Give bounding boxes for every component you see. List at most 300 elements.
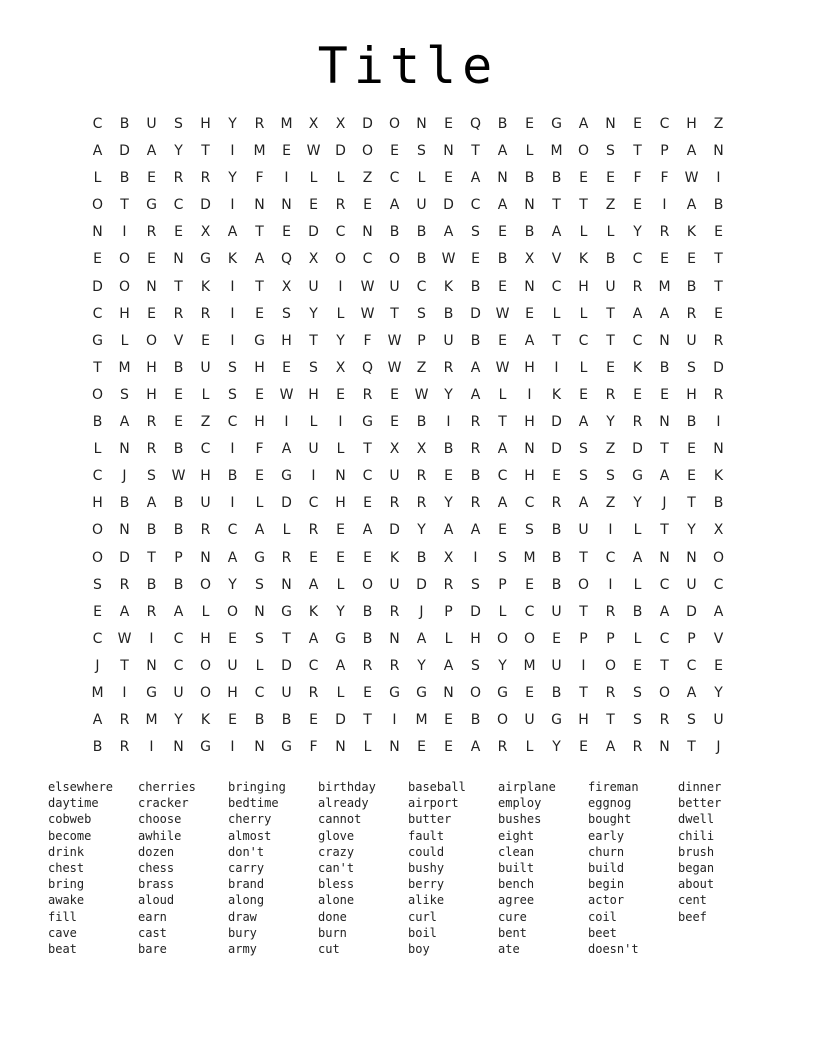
- grid-letter: I: [122, 684, 127, 701]
- grid-letter: B: [281, 712, 292, 729]
- word-list-item: curl: [408, 909, 437, 924]
- grid-letter: P: [687, 630, 696, 647]
- word-list-item: army: [228, 941, 257, 956]
- word-list-item: awake: [48, 893, 85, 908]
- grid-letter: E: [714, 224, 723, 241]
- grid-letter: U: [686, 332, 697, 349]
- grid-letter: O: [523, 630, 536, 647]
- grid-letter: D: [713, 359, 724, 376]
- grid-letter: X: [281, 278, 292, 295]
- grid-letter: R: [308, 684, 319, 701]
- grid-letter: E: [525, 684, 534, 701]
- grid-letter: G: [389, 684, 400, 701]
- grid-letter: T: [471, 143, 480, 160]
- grid-letter: B: [497, 251, 508, 268]
- grid-letter: E: [498, 224, 507, 241]
- grid-letter: Y: [174, 143, 183, 160]
- grid-letter: R: [146, 414, 157, 431]
- grid-letter: E: [498, 522, 507, 539]
- grid-letter: G: [551, 712, 562, 729]
- grid-letter: I: [716, 170, 721, 187]
- grid-letter: X: [713, 522, 724, 539]
- grid-letter: L: [579, 305, 588, 322]
- grid-letter: B: [254, 712, 265, 729]
- grid-letter: T: [282, 630, 291, 647]
- grid-letter: C: [497, 468, 508, 485]
- grid-letter: O: [91, 386, 104, 403]
- grid-letter: A: [443, 224, 454, 241]
- grid-letter: E: [174, 386, 183, 403]
- grid-letter: D: [443, 197, 454, 214]
- grid-letter: H: [524, 414, 535, 431]
- grid-letter: U: [524, 712, 535, 729]
- grid-letter: B: [713, 197, 724, 214]
- grid-letter: D: [632, 441, 643, 458]
- grid-letter: E: [336, 549, 345, 566]
- grid-letter: B: [605, 251, 616, 268]
- grid-letter: L: [444, 630, 453, 647]
- grid-letter: R: [470, 441, 481, 458]
- grid-letter: G: [281, 603, 292, 620]
- grid-letter: E: [687, 251, 696, 268]
- grid-letter: U: [551, 603, 562, 620]
- word-list-item: cherries: [138, 780, 196, 794]
- word-list-item: daytime: [48, 796, 99, 811]
- grid-letter: C: [92, 116, 103, 132]
- grid-letter: O: [388, 116, 401, 132]
- word-list-item: bent: [498, 925, 527, 940]
- grid-letter: K: [200, 278, 211, 295]
- word-list-item: awhile: [138, 828, 182, 843]
- grid-letter: L: [120, 332, 129, 349]
- word-list-item: brass: [138, 877, 175, 892]
- grid-letter: B: [173, 441, 184, 458]
- grid-letter: R: [443, 359, 454, 376]
- grid-letter: H: [254, 359, 265, 376]
- grid-letter: R: [470, 414, 481, 431]
- grid-letter: S: [255, 630, 264, 647]
- grid-letter: E: [525, 116, 534, 132]
- word-list-item: choose: [138, 812, 182, 827]
- grid-letter: Y: [444, 495, 453, 512]
- grid-letter: W: [279, 386, 294, 403]
- word-list-item: fault: [408, 828, 445, 843]
- grid-letter: X: [524, 251, 535, 268]
- grid-letter: U: [173, 684, 184, 701]
- grid-letter: C: [632, 332, 643, 349]
- grid-letter: L: [417, 170, 426, 187]
- grid-letter: B: [173, 495, 184, 512]
- grid-letter: N: [173, 739, 184, 756]
- grid-letter: U: [443, 332, 454, 349]
- grid-letter: C: [173, 197, 184, 214]
- grid-letter: A: [686, 684, 697, 701]
- grid-letter: C: [659, 630, 670, 647]
- grid-letter: T: [498, 414, 507, 431]
- grid-letter: A: [119, 603, 130, 620]
- grid-letter: E: [174, 414, 183, 431]
- grid-letter: O: [145, 332, 158, 349]
- word-list-item: elsewhere: [48, 780, 114, 794]
- grid-letter: O: [496, 712, 509, 729]
- grid-letter: X: [443, 549, 454, 566]
- grid-letter: C: [254, 684, 265, 701]
- grid-letter: Z: [362, 170, 373, 187]
- grid-letter: H: [146, 359, 157, 376]
- grid-letter: T: [579, 549, 588, 566]
- grid-letter: R: [713, 386, 724, 403]
- grid-letter: N: [254, 603, 265, 620]
- grid-letter: M: [523, 549, 536, 566]
- grid-letter: A: [686, 197, 697, 214]
- word-list-item: employ: [498, 796, 542, 811]
- grid-letter: R: [632, 739, 643, 756]
- grid-letter: I: [392, 712, 397, 729]
- grid-letter: E: [174, 224, 183, 241]
- grid-letter: S: [417, 143, 426, 160]
- grid-letter: H: [308, 386, 319, 403]
- grid-letter: A: [254, 251, 265, 268]
- grid-letter: Q: [469, 116, 482, 132]
- grid-letter: N: [119, 522, 130, 539]
- grid-letter: B: [362, 603, 373, 620]
- grid-letter: R: [605, 386, 616, 403]
- grid-letter: C: [362, 468, 373, 485]
- grid-letter: B: [173, 359, 184, 376]
- word-list-item: drink: [48, 844, 85, 859]
- grid-letter: L: [363, 739, 372, 756]
- grid-letter: E: [633, 197, 642, 214]
- grid-letter: Y: [687, 522, 696, 539]
- grid-letter: A: [659, 468, 670, 485]
- grid-letter: O: [712, 549, 725, 566]
- grid-letter: L: [498, 603, 507, 620]
- grid-letter: S: [471, 224, 480, 241]
- word-list-item: actor: [588, 893, 625, 908]
- grid-letter: A: [578, 116, 589, 132]
- grid-letter: R: [173, 170, 184, 187]
- grid-letter: A: [551, 224, 562, 241]
- grid-letter: D: [416, 576, 427, 593]
- grid-letter: I: [581, 657, 586, 674]
- grid-letter: K: [632, 359, 643, 376]
- grid-letter: D: [92, 278, 103, 295]
- grid-letter: K: [578, 251, 589, 268]
- grid-letter: A: [308, 630, 319, 647]
- grid-letter: I: [554, 359, 559, 376]
- grid-letter: C: [227, 414, 238, 431]
- grid-letter: W: [441, 251, 456, 268]
- grid-letter: G: [200, 251, 211, 268]
- grid-letter: Y: [498, 657, 507, 674]
- grid-letter: C: [605, 549, 616, 566]
- word-list-item: cherry: [228, 812, 272, 827]
- grid-letter: N: [254, 197, 265, 214]
- grid-letter: E: [282, 224, 291, 241]
- grid-letter: U: [551, 657, 562, 674]
- grid-letter: E: [147, 305, 156, 322]
- grid-letter: T: [606, 712, 615, 729]
- grid-letter: B: [173, 576, 184, 593]
- grid-letter: H: [200, 630, 211, 647]
- grid-letter: N: [362, 224, 373, 241]
- grid-letter: T: [687, 739, 696, 756]
- grid-letter: B: [443, 305, 454, 322]
- grid-letter: N: [281, 576, 292, 593]
- word-list-item: dozen: [138, 844, 175, 859]
- word-list-item: bushy: [408, 860, 445, 875]
- grid-letter: I: [284, 170, 289, 187]
- grid-letter: K: [200, 712, 211, 729]
- grid-letter: A: [632, 549, 643, 566]
- grid-letter: Z: [605, 441, 616, 458]
- grid-letter: H: [119, 305, 130, 322]
- word-list-item: birthday: [318, 780, 376, 794]
- grid-letter: U: [389, 278, 400, 295]
- grid-letter: T: [363, 712, 372, 729]
- grid-letter: T: [255, 278, 264, 295]
- grid-letter: T: [255, 224, 264, 241]
- word-list-item: brush: [678, 844, 715, 859]
- grid-letter: U: [713, 712, 724, 729]
- grid-letter: U: [416, 197, 427, 214]
- grid-letter: R: [362, 386, 373, 403]
- grid-letter: O: [91, 522, 104, 539]
- grid-letter: D: [470, 305, 481, 322]
- grid-letter: A: [470, 522, 481, 539]
- grid-letter: I: [230, 278, 235, 295]
- word-list-item: baseball: [408, 780, 466, 794]
- grid-letter: N: [389, 739, 400, 756]
- grid-letter: T: [660, 657, 669, 674]
- word-list-item: aloud: [138, 893, 175, 908]
- word-list-item: butter: [408, 812, 452, 827]
- grid-letter: T: [687, 495, 696, 512]
- grid-letter: P: [417, 332, 426, 349]
- grid-letter: D: [335, 712, 346, 729]
- grid-letter: S: [606, 143, 615, 160]
- grid-letter: C: [686, 657, 697, 674]
- grid-letter: E: [390, 386, 399, 403]
- grid-letter: R: [119, 712, 130, 729]
- grid-letter: E: [201, 332, 210, 349]
- word-list-item: bringing: [228, 780, 286, 794]
- grid-letter: M: [118, 359, 131, 376]
- grid-letter: G: [281, 468, 292, 485]
- grid-letter: R: [713, 332, 724, 349]
- grid-letter: Q: [280, 251, 293, 268]
- grid-letter: N: [119, 441, 130, 458]
- grid-letter: A: [470, 386, 481, 403]
- grid-letter: E: [444, 468, 453, 485]
- grid-letter: S: [687, 359, 696, 376]
- grid-letter: N: [146, 657, 157, 674]
- grid-letter: R: [497, 739, 508, 756]
- word-list-item: cast: [138, 925, 167, 940]
- grid-letter: N: [173, 251, 184, 268]
- grid-letter: C: [524, 603, 535, 620]
- word-list-item: agree: [498, 893, 535, 908]
- grid-letter: R: [389, 657, 400, 674]
- grid-letter: U: [281, 684, 292, 701]
- grid-letter: A: [119, 414, 130, 431]
- grid-letter: B: [524, 170, 535, 187]
- grid-letter: T: [606, 332, 615, 349]
- grid-letter: C: [524, 495, 535, 512]
- grid-letter: A: [308, 576, 319, 593]
- grid-letter: H: [686, 386, 697, 403]
- grid-letter: I: [149, 739, 154, 756]
- grid-letter: G: [497, 684, 508, 701]
- grid-letter: U: [308, 278, 319, 295]
- grid-letter: N: [389, 630, 400, 647]
- grid-letter: A: [497, 441, 508, 458]
- grid-letter: I: [446, 414, 451, 431]
- grid-letter: C: [335, 224, 346, 241]
- word-list-item: eggnog: [588, 796, 632, 811]
- grid-letter: T: [579, 197, 588, 214]
- grid-letter: G: [254, 332, 265, 349]
- grid-letter: R: [281, 549, 292, 566]
- grid-letter: S: [471, 657, 480, 674]
- grid-letter: G: [632, 468, 643, 485]
- grid-letter: L: [336, 576, 345, 593]
- grid-letter: A: [713, 603, 724, 620]
- grid-letter: T: [660, 441, 669, 458]
- grid-letter: I: [716, 414, 721, 431]
- grid-letter: A: [443, 657, 454, 674]
- grid-letter: D: [119, 143, 130, 160]
- word-list-item: chest: [48, 860, 85, 875]
- grid-letter: E: [498, 332, 507, 349]
- grid-letter: N: [713, 441, 724, 458]
- word-list-item: boil: [408, 925, 437, 940]
- grid-letter: Y: [417, 522, 426, 539]
- grid-letter: R: [659, 224, 670, 241]
- grid-letter: R: [605, 603, 616, 620]
- grid-letter: H: [227, 684, 238, 701]
- grid-letter: O: [496, 630, 509, 647]
- grid-letter: F: [255, 170, 264, 187]
- word-list-item: already: [318, 796, 369, 811]
- grid-letter: A: [578, 495, 589, 512]
- grid-letter: I: [284, 414, 289, 431]
- grid-letter: E: [444, 712, 453, 729]
- grid-letter: D: [308, 224, 319, 241]
- grid-letter: D: [335, 143, 346, 160]
- grid-letter: E: [228, 712, 237, 729]
- grid-letter: U: [227, 657, 238, 674]
- grid-letter: R: [119, 576, 130, 593]
- grid-letter: E: [525, 576, 534, 593]
- grid-letter: E: [282, 359, 291, 376]
- grid-letter: H: [470, 630, 481, 647]
- grid-letter: N: [524, 441, 535, 458]
- grid-letter: R: [146, 603, 157, 620]
- word-list-item: alike: [408, 893, 445, 908]
- grid-letter: B: [119, 495, 130, 512]
- grid-letter: B: [416, 251, 427, 268]
- grid-letter: T: [714, 278, 723, 295]
- grid-letter: O: [199, 576, 212, 593]
- grid-letter: I: [230, 197, 235, 214]
- page-title: Title: [317, 37, 499, 95]
- word-list-item: begin: [588, 877, 625, 892]
- grid-letter: N: [335, 468, 346, 485]
- grid-letter: M: [523, 657, 536, 674]
- grid-letter: N: [605, 116, 616, 132]
- word-list-item: carry: [228, 860, 265, 875]
- grid-letter: Z: [605, 495, 616, 512]
- grid-letter: T: [552, 332, 561, 349]
- grid-letter: A: [389, 197, 400, 214]
- grid-letter: N: [659, 739, 670, 756]
- word-list-item: beet: [588, 925, 617, 940]
- grid-letter: E: [93, 251, 102, 268]
- grid-letter: L: [201, 603, 210, 620]
- grid-letter: B: [146, 522, 157, 539]
- grid-letter: A: [659, 603, 670, 620]
- grid-letter: C: [92, 468, 103, 485]
- grid-letter: W: [360, 305, 375, 322]
- grid-letter: G: [92, 332, 103, 349]
- grid-letter: A: [227, 224, 238, 241]
- grid-letter: T: [390, 305, 399, 322]
- word-list-item: bench: [498, 877, 535, 892]
- grid-letter: E: [714, 305, 723, 322]
- grid-letter: N: [416, 116, 427, 132]
- grid-letter: Z: [605, 197, 616, 214]
- grid-letter: U: [200, 359, 211, 376]
- grid-letter: W: [360, 278, 375, 295]
- grid-letter: A: [362, 522, 373, 539]
- grid-letter: Y: [633, 495, 642, 512]
- word-list-item: fill: [48, 909, 77, 924]
- grid-letter: L: [93, 441, 102, 458]
- grid-letter: L: [606, 224, 615, 241]
- grid-letter: H: [335, 495, 346, 512]
- grid-letter: J: [419, 603, 424, 620]
- grid-letter: T: [363, 441, 372, 458]
- grid-letter: E: [93, 603, 102, 620]
- grid-letter: L: [255, 657, 264, 674]
- grid-letter: Z: [416, 359, 427, 376]
- grid-letter: P: [579, 630, 588, 647]
- grid-letter: D: [362, 116, 373, 132]
- grid-letter: R: [200, 305, 211, 322]
- grid-letter: F: [309, 739, 318, 756]
- grid-letter: B: [470, 712, 481, 729]
- word-list-item: cracker: [138, 796, 189, 811]
- grid-letter: A: [146, 495, 157, 512]
- grid-letter: O: [361, 143, 374, 160]
- grid-letter: U: [389, 576, 400, 593]
- grid-letter: H: [578, 712, 589, 729]
- grid-letter: W: [171, 468, 186, 485]
- grid-letter: S: [606, 468, 615, 485]
- grid-letter: Y: [336, 603, 345, 620]
- grid-letter: B: [551, 170, 562, 187]
- grid-letter: M: [280, 116, 293, 132]
- grid-letter: C: [551, 278, 562, 295]
- grid-letter: H: [578, 278, 589, 295]
- grid-letter: X: [308, 251, 319, 268]
- grid-letter: R: [632, 278, 643, 295]
- grid-letter: E: [633, 657, 642, 674]
- grid-letter: I: [230, 739, 235, 756]
- grid-letter: B: [470, 332, 481, 349]
- grid-letter: B: [470, 278, 481, 295]
